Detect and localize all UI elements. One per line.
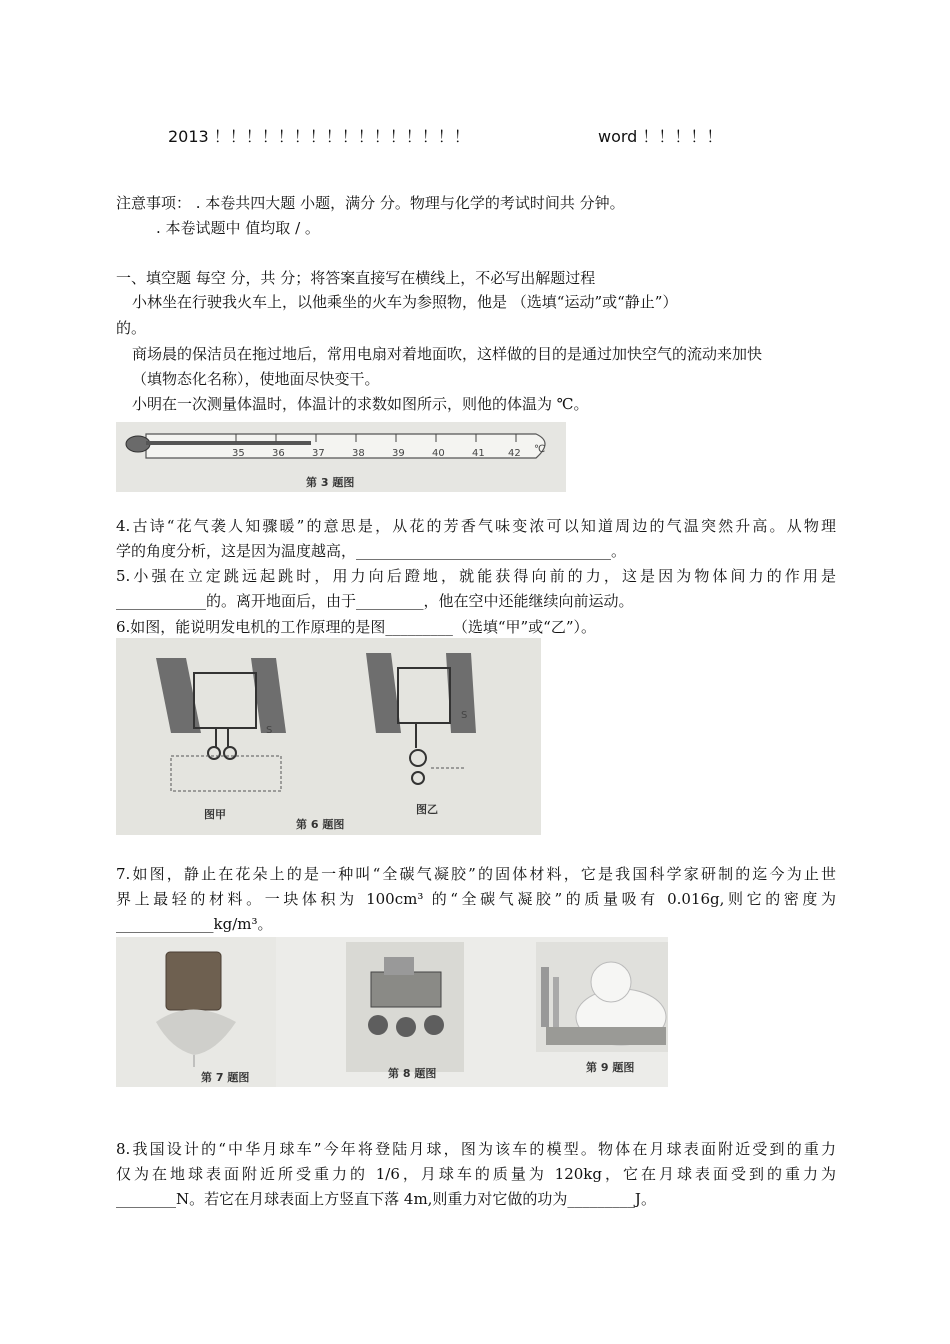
pole-s-left: S xyxy=(266,725,273,736)
thermometer-figure xyxy=(116,422,566,492)
page-title xyxy=(168,124,808,148)
q2-line-2: （填物态化名称），使地面尽快变干。 xyxy=(132,370,380,388)
pole-s-right: S xyxy=(461,710,468,721)
q8-line-2: 仅为在地球表面附近所受重力的 1/6，月球车的质量为 120kg，它在月球表面受到的重力为 xyxy=(116,1165,836,1183)
q2-line-1: 商场晨的保洁员在拖过地后，常用电扇对着地面吹，这样做的目的是通过加快空气的流动来加快 xyxy=(132,345,763,363)
tick-39: 39 xyxy=(392,448,405,459)
q4-line-2: 学的角度分析，这是因为温度越高，__________________________________。 xyxy=(116,542,627,560)
fig8-caption: 第 8 题图 xyxy=(388,1067,437,1080)
fig3-caption: 第 3 题图 xyxy=(306,476,355,489)
tick-42: 42 xyxy=(508,448,521,459)
notice-line-2: . 本卷试题中 值均取 / 。 xyxy=(156,219,320,237)
fig6-caption: 第 6 题图 xyxy=(296,818,345,831)
tick-36: 36 xyxy=(272,448,285,459)
q8-line-3: ________N。若它在月球表面上方竖直下落 4m,则重力对它做的功为_________J。 xyxy=(116,1190,656,1208)
fig7-caption: 第 7 题图 xyxy=(201,1071,250,1084)
q7-line-2: 界上最轻的材料。一块体积为 100cm³ 的“全碳气凝胶”的质量吸有 0.016g,则它的密度为 xyxy=(116,890,836,908)
q7-line-3: _____________kg/m³。 xyxy=(116,915,273,933)
q3-line: 小明在一次测量体温时，体温计的求数如图所示，则他的体温为 ℃。 xyxy=(132,395,589,413)
title-right: word ！！！！！ xyxy=(598,127,723,146)
generator-figure xyxy=(116,638,541,835)
q4-line-1: 4.古诗“花气袭人知骤暖”的意思是，从花的芳香气味变浓可以知道周边的气温突然升高。从物理 xyxy=(116,517,836,535)
section-heading: 一、填空题 每空 分，共 分；将答案直接写在横线上，不必写出解题过程 xyxy=(116,269,596,287)
q1-line-2: 的。 xyxy=(116,319,147,337)
notice-line-1: 注意事项： . 本卷共四大题 小题，满分 分。物理与化学的考试时间共 分钟。 xyxy=(116,194,625,212)
q5-line-2: ____________的。离开地面后，由于_________，他在空中还能继续向前运动。 xyxy=(116,592,634,610)
label-right: 图乙 xyxy=(416,803,438,816)
fig9-caption: 第 9 题图 xyxy=(586,1061,635,1074)
q5-line-1: 5.小强在立定跳远起跳时，用力向后蹬地，就能获得向前的力，这是因为物体间力的作用是 xyxy=(116,567,836,585)
title-left: 2013 ！！！！！！！！！！！！！！！！ xyxy=(168,127,470,146)
q7-line-1: 7.如图，静止在花朵上的是一种叫“全碳气凝胶”的固体材料，它是我国科学家研制的迄今为止世 xyxy=(116,865,836,883)
q6-line: 6.如图，能说明发电机的工作原理的是图_________（选填“甲”或“乙”）。 xyxy=(116,618,596,636)
tick-40: 40 xyxy=(432,448,445,459)
tick-41: 41 xyxy=(472,448,485,459)
label-left: 图甲 xyxy=(204,808,226,821)
photos-figure xyxy=(116,937,668,1087)
thermometer-unit: ℃ xyxy=(534,444,546,455)
tick-37: 37 xyxy=(312,448,325,459)
tick-35: 35 xyxy=(232,448,245,459)
tick-38: 38 xyxy=(352,448,365,459)
q8-line-1: 8.我国设计的“中华月球车”今年将登陆月球，图为该车的模型。物体在月球表面附近受到的重力 xyxy=(116,1140,836,1158)
q1-line-1: 小林坐在行驶我火车上，以他乘坐的火车为参照物，他是 （选填“运动”或“静止”） xyxy=(132,293,678,311)
